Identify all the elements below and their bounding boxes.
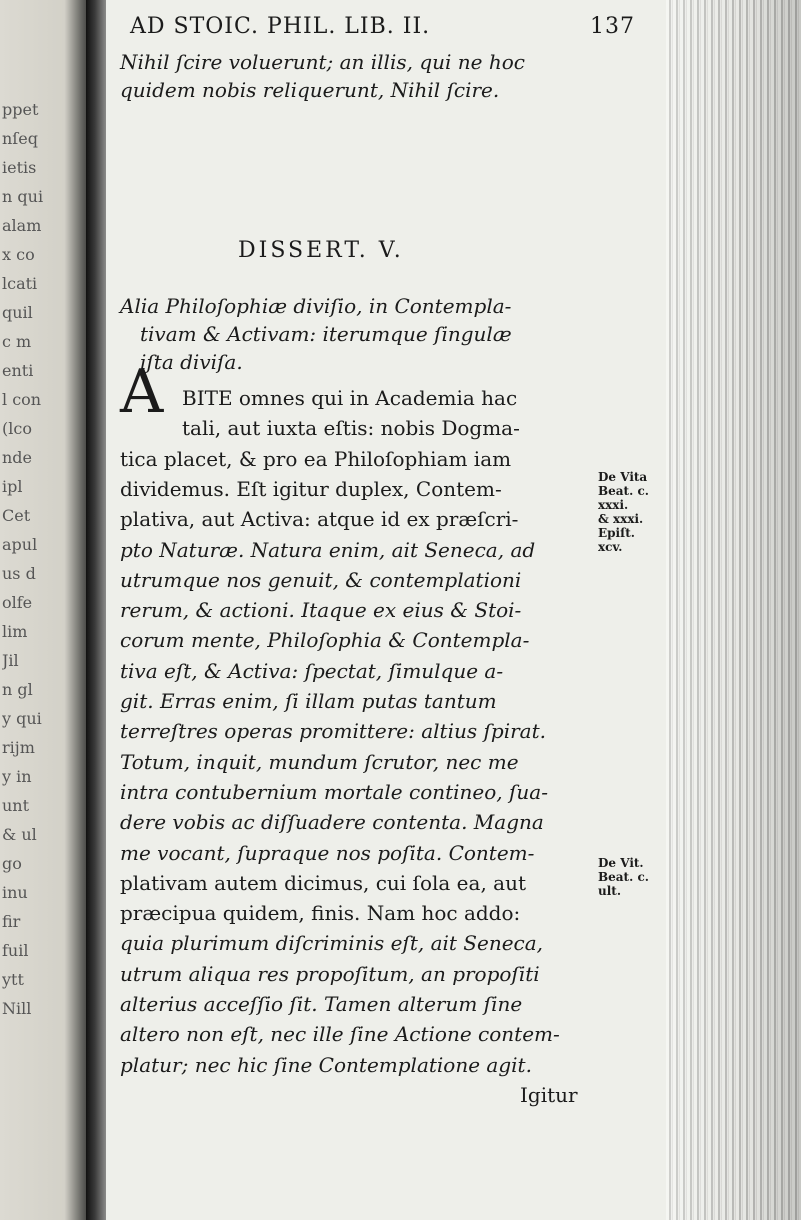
adjacent-text-fragment: lim (2, 622, 28, 641)
body-line: quidem nobis reliquerunt, Nihil ſcire. (120, 78, 500, 102)
adjacent-text-fragment: ietis (2, 158, 37, 177)
body-line: pto Naturæ. Natura enim, ait Seneca, ad (120, 538, 536, 562)
body-line: quia plurimum diſcriminis eſt, ait Seneca, (120, 931, 544, 955)
body-line: tiva eſt, & Activa: ſpectat, ſimulque a- (120, 659, 504, 683)
adjacent-text-fragment: n gl (2, 680, 33, 699)
running-header (130, 14, 670, 40)
adjacent-text-fragment: rijm (2, 738, 35, 757)
book-spine (86, 0, 108, 1220)
body-line: git. Erras enim, ſi illam putas tantum (120, 689, 497, 713)
body-line: BITE omnes qui in Academia hac (182, 386, 518, 410)
body-line: plativa, aut Activa: atque id ex præſcri- (120, 507, 519, 531)
adjacent-text-fragment: apul (2, 535, 38, 554)
body-line: tali, aut iuxta eſtis: nobis Dogma- (182, 416, 520, 440)
adjacent-text-fragment: fir (2, 912, 21, 931)
body-line: utrumque nos genuit, & contemplationi (120, 568, 522, 592)
summary-line: iſta diviſa. (140, 350, 243, 374)
body-line: intra contubernium mortale contineo, ſua- (120, 780, 548, 804)
body-line: plativam autem dicimus, cui ſola ea, aut (120, 871, 526, 895)
body-line: dividemus. Eſt igitur duplex, Contem- (120, 477, 502, 501)
adjacent-text-fragment: ppet (2, 100, 39, 119)
adjacent-text-fragment: (lco (2, 419, 32, 438)
margin-note: De Vit. Beat. c. ult. (598, 856, 649, 898)
adjacent-text-fragment: Cet (2, 506, 31, 525)
adjacent-text-fragment: us d (2, 564, 36, 583)
summary-line: Alia Philoſophiæ diviſio, in Contempla- (120, 294, 512, 318)
body-line: platur; nec hic ſine Contemplatione agit. (120, 1053, 532, 1077)
adjacent-text-fragment: Nill (2, 999, 32, 1018)
body-line: me vocant, ſupraque nos poſita. Contem- (120, 841, 535, 865)
body-line: altero non eſt, nec ille ſine Actione contem- (120, 1022, 560, 1046)
summary-line: tivam & Activam: iterumque ſingulæ (140, 322, 512, 346)
adjacent-text-fragment: & ul (2, 825, 37, 844)
margin-note: De Vita Beat. c. xxxi. & xxxi. Epiſt. xcv. (598, 470, 649, 554)
adjacent-text-fragment: olfe (2, 593, 33, 612)
body-line: tica placet, & pro ea Philoſophiam iam (120, 447, 512, 471)
body-line: præcipua quidem, finis. Nam hoc addo: (120, 901, 521, 925)
adjacent-text-fragment: l con (2, 390, 42, 409)
adjacent-text-fragment: enti (2, 361, 34, 380)
adjacent-text-fragment: y in (2, 767, 32, 786)
drop-cap: A (120, 357, 164, 427)
adjacent-text-fragment: y qui (2, 709, 42, 728)
running-head: AD STOIC. PHIL. LIB. II. (130, 14, 431, 39)
adjacent-text-fragment: nde (2, 448, 33, 467)
adjacent-text-fragment: c m (2, 332, 32, 351)
adjacent-text-fragment: fuil (2, 941, 29, 960)
adjacent-text-fragment: unt (2, 796, 30, 815)
body-line: Igitur (520, 1083, 578, 1107)
adjacent-text-fragment: nſeq (2, 129, 38, 148)
body-line: dere vobis ac diſſuadere contenta. Magna (120, 810, 544, 834)
body-line: terreſtres operas promittere: altius ſpirat. (120, 719, 546, 743)
body-line: alterius acceſſio ſit. Tamen alterum ſine (120, 992, 523, 1016)
section-heading: DISSERT. V. (238, 238, 404, 263)
adjacent-text-fragment: inu (2, 883, 28, 902)
adjacent-text-fragment: x co (2, 245, 35, 264)
adjacent-text-fragment: lcati (2, 274, 38, 293)
adjacent-text-fragment: ipl (2, 477, 23, 496)
adjacent-text-fragment: n qui (2, 187, 44, 206)
adjacent-text-fragment: go (2, 854, 22, 873)
adjacent-text-fragment: ytt (2, 970, 24, 989)
body-line: corum mente, Philoſophia & Contempla- (120, 628, 530, 652)
body-line: Totum, inquit, mundum ſcrutor, nec me (120, 750, 519, 774)
body-line: utrum aliqua res propoſitum, an propoſiti (120, 962, 540, 986)
page-number: 137 (590, 14, 635, 39)
adjacent-text-fragment: Jil (2, 651, 19, 670)
body-line: Nihil ſcire voluerunt; an illis, qui ne hoc (120, 50, 525, 74)
adjacent-text-fragment: alam (2, 216, 42, 235)
adjacent-text-fragment: quil (2, 303, 33, 322)
body-line: rerum, & actioni. Itaque ex eius & Stoi- (120, 598, 522, 622)
